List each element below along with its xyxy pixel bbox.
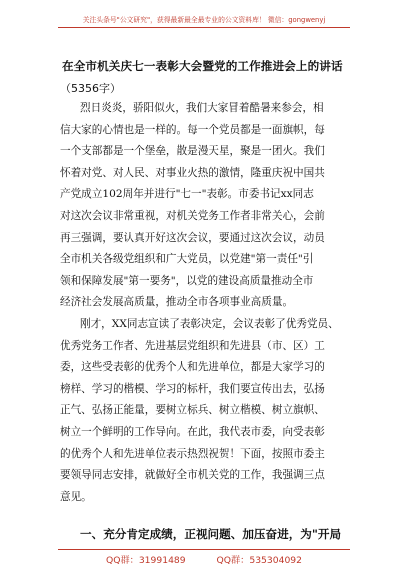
word-count: （5356字） <box>60 82 121 95</box>
body-line: 信大家的心情也是一样的。每一个党员都是一面旗帜，每 <box>60 123 325 136</box>
body-line: 要领导同志安排，就做好全市机关党的工作，我强调三点 <box>60 469 325 482</box>
footer-divider <box>58 549 350 550</box>
body-line: 优秀党务工作者、先进基层党组织和先进县（市、区）工 <box>60 339 325 352</box>
body-line: 怀着对党、对人民、对事业火热的激情，隆重庆祝中国共 <box>60 166 325 179</box>
page-footer <box>0 552 408 566</box>
body-line: 树立一个鲜明的工作导向。在此，我代表市委，向受表彰 <box>60 425 325 438</box>
body-line: 一个支部都是一个堡垒，散是漫天星，聚是一团火。我们 <box>60 145 325 158</box>
body-line: 的优秀个人和先进单位表示热烈祝贺！下面，按照市委主 <box>60 447 325 460</box>
page-header-banner: 关注头条号"公文研究"，获得最新最全最专业的公文资料库！ 微信：gongwenyj <box>82 16 326 24</box>
body-line: 烈日炎炎，骄阳似火，我们大家冒着酷暑来参会，相 <box>80 102 324 114</box>
body-line: 再三强调，要认真开好这次会议，要通过这次会议，动员 <box>60 231 325 244</box>
header-divider <box>58 27 350 28</box>
body-line: 榜样、学习的楷模、学习的标杆，我们要宣传出去，弘扬 <box>60 382 325 395</box>
body-line: 委，这些受表彰的优秀个人和先进单位，都是大家学习的 <box>60 361 325 374</box>
body-line: 领和保障发展"第一要务"，以党的建设高质量推动全市 <box>60 274 314 287</box>
body-line: 正气、弘扬正能量，要树立标兵、树立楷模、树立旗帜、 <box>60 404 325 417</box>
document-body <box>60 98 352 508</box>
body-line: 全市机关各级党组织和广大党员，以党建"第一责任"引 <box>60 253 314 266</box>
footer-qq-group-2: QQ群：535304092 <box>216 555 302 566</box>
body-line: 产党成立102周年并进行"七一"表彰。市委书记xx同志 <box>60 188 314 201</box>
body-line: 刚才，XX同志宣读了表彰决定，会议表彰了优秀党员、 <box>80 317 339 330</box>
document-title: 在全市机关庆七一表彰大会暨党的工作推进会上的讲话 <box>62 59 343 73</box>
body-line: 经济社会发展高质量，推动全市各项事业高质量。 <box>60 296 294 309</box>
footer-qq-group-1: QQ群：31991489 <box>106 555 186 566</box>
section-heading: 一、充分肯定成绩，正视问题、加压奋进，为"开局 <box>80 527 342 541</box>
body-line: 意见。 <box>60 490 92 503</box>
body-line: 对这次会议非常重视，对机关党务工作者非常关心，会前 <box>60 209 325 222</box>
